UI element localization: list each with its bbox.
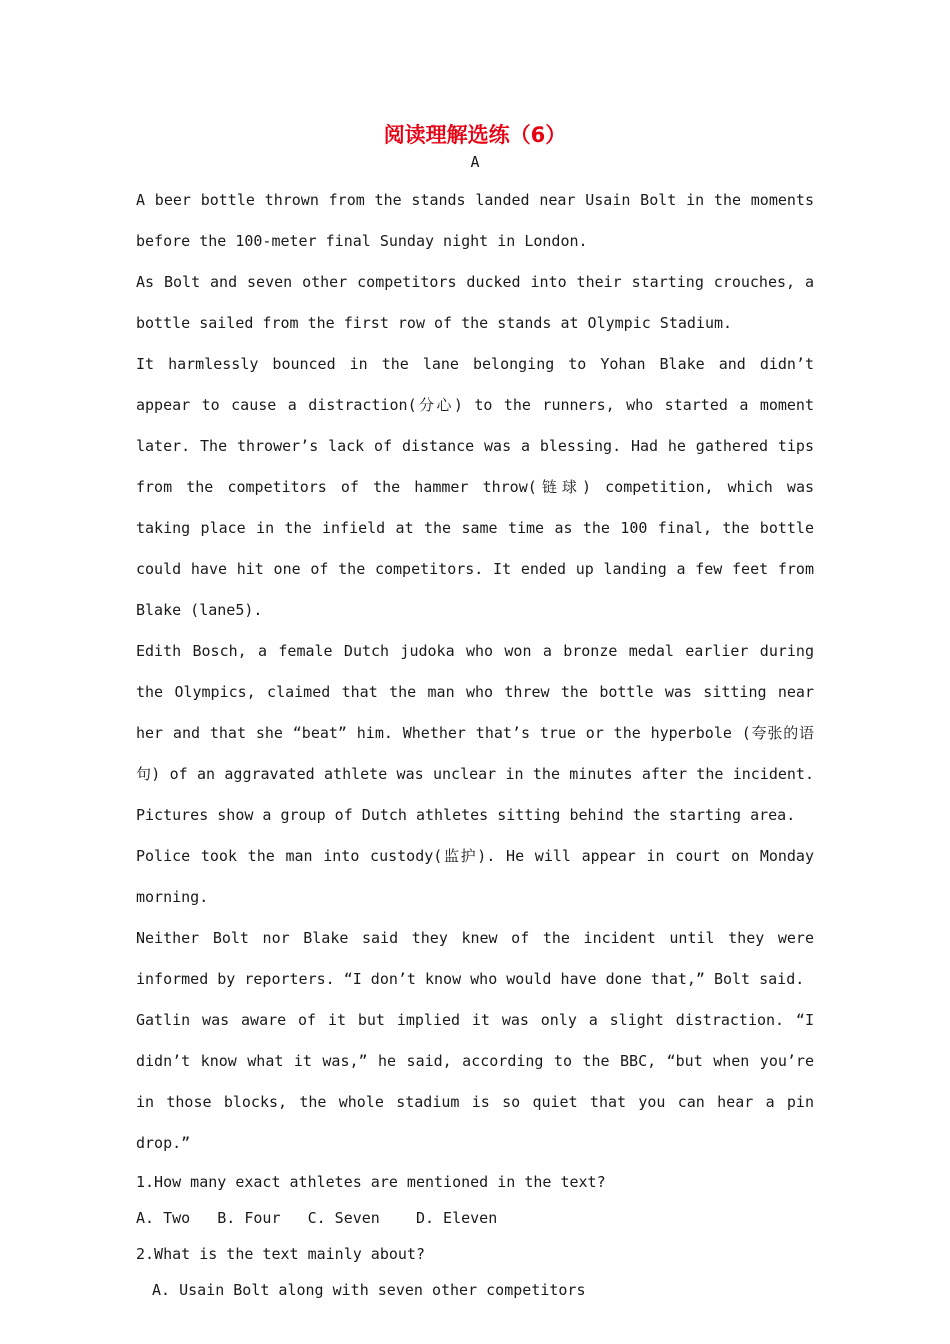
page-title: 阅读理解选练（6）: [383, 123, 567, 147]
paragraph-6: Neither Bolt nor Blake said they knew of the incident until they were informed by reporters. “I don’t know who would have done that,” Bolt said.: [136, 929, 814, 988]
paragraph-7: Gatlin was aware of it but implied it was only a slight distraction. “I didn’t know what it was,” he said, according to the BBC, “but when you’re in those blocks, the whole stadium is so quiet that you can hear a pin drop.”: [136, 1011, 814, 1152]
question-2-option-a: A. Usain Bolt along with seven other competitors: [152, 1281, 586, 1299]
paragraph-4: Edith Bosch, a female Dutch judoka who won a bronze medal earlier during the Olympics, claimed that the man who threw the bottle was sitting near her and that she “beat” him. Whether that’s true or the hyperbole (夸张的语句) of an aggravated athlete was unclear in the minutes after the incident. Pictures show a group of Dutch athletes sitting behind the starting area.: [136, 642, 814, 824]
paragraph-5: Police took the man into custody(监护). He will appear in court on Monday morning.: [136, 847, 814, 906]
paragraph-3: It harmlessly bounced in the lane belonging to Yohan Blake and didn’t appear to cause a distraction(分心) to the runners, who started a moment later. The thrower’s lack of distance was a blessing. Had he gathered tips from the competitors of the hammer throw(链球) competition, which was taking place in the infield at the same time as the 100 final, the bottle could have hit one of the competitors. It ended up landing a few feet from Blake (lane5).: [136, 355, 814, 619]
section-label: A: [470, 153, 480, 171]
question-1: 1.How many exact athletes are mentioned in the text?: [136, 1173, 606, 1191]
question-1-options: A. Two B. Four C. Seven D. Eleven: [136, 1209, 498, 1227]
question-2: 2.What is the text mainly about?: [136, 1245, 425, 1263]
paragraph-2: As Bolt and seven other competitors ducked into their starting crouches, a bottle sailed from the first row of the stands at Olympic Stadium.: [136, 273, 814, 332]
passage-body: [136, 180, 814, 1308]
paragraph-1: A beer bottle thrown from the stands landed near Usain Bolt in the moments before the 100-meter final Sunday night in London.: [136, 191, 814, 250]
